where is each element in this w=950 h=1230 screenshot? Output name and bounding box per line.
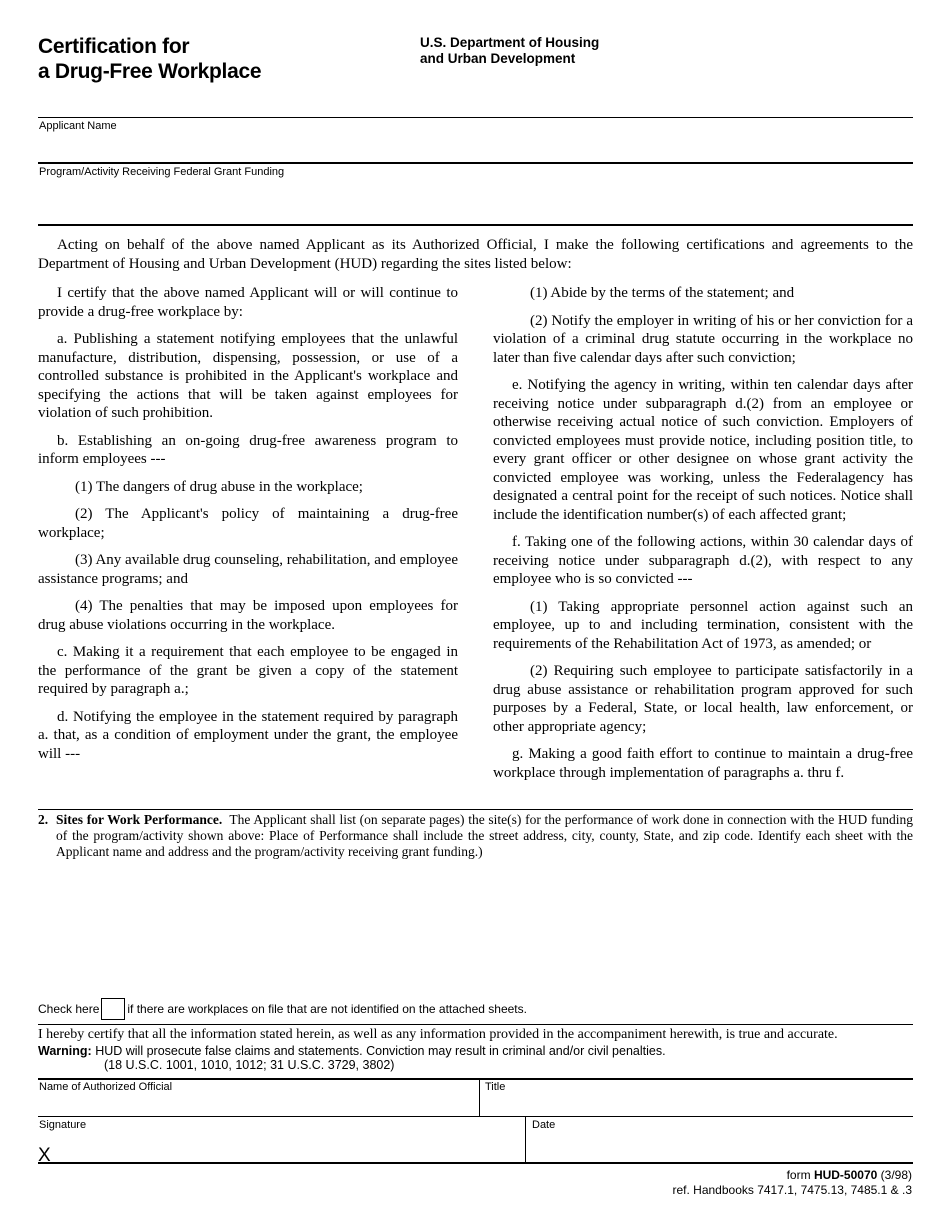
item-a: a. Publishing a statement notifying employees that the unlawful manufacture, distribution, dispensing, possession, or use of a controlled substance is prohibited in the Applicant's workplace and specifying the actions that will be taken against employees for violation of such prohibition. — [38, 331, 458, 421]
sites-text: The Applicant shall list (on separate pages) the site(s) for the performance of work done in connection with the HUD funding of the program/activity shown above: Place of Performance shall include the street address, city, county, State, and zip code. Identify each sheet with the Applicant name and address and the program/activity receiving grant funding.) — [56, 812, 913, 859]
item-g: g. Making a good faith effort to continue to maintain a drug-free workplace through implementation of paragraphs a. thru f. — [493, 746, 913, 781]
program-label: Program/Activity Receiving Federal Grant Funding — [39, 166, 285, 178]
certify-lead: I certify that the above named Applicant will or will continue to provide a drug-free workplace by: — [38, 285, 458, 320]
check-label-after: if there are workplaces on file that are not identified on the attached sheets. — [127, 1002, 527, 1016]
item-f2: (2) Requiring such employee to participate satisfactorily in a drug abuse assistance or rehabilitation program approved for such purposes by a Federal, State, or local health, law enforcement, or other appropriate agency; — [493, 663, 913, 735]
sites-number: 2. — [38, 812, 49, 827]
item-b1: (1) The dangers of drug abuse in the workplace; — [75, 478, 363, 495]
form-prefix: form — [786, 1168, 814, 1182]
official-name-label: Name of Authorized Official — [39, 1081, 173, 1093]
applicant-name-label: Applicant Name — [39, 120, 117, 132]
section-divider — [38, 224, 913, 226]
certify-rule — [38, 1024, 913, 1025]
agency-line2: and Urban Development — [420, 51, 576, 66]
signature-rule — [38, 1116, 913, 1117]
title-label: Title — [485, 1081, 506, 1093]
check-row — [38, 998, 527, 1020]
item-b: b. Establishing an on-going drug-free awareness program to inform employees --- — [38, 432, 458, 467]
title-field[interactable] — [485, 1096, 911, 1114]
item-f1: (1) Taking appropriate personnel action against such an employee, up to and including termination, consistent with the requirements of the Rehabilitation Act of 1973, as amended; or — [493, 598, 913, 652]
program-field[interactable] — [39, 184, 913, 220]
handbook-reference: ref. Handbooks 7417.1, 7475.13, 7485.1 & .3 — [672, 1183, 912, 1197]
applicant-name-rule — [38, 117, 913, 118]
item-b3: (3) Any available drug counseling, rehabilitation, and employee assistance programs; and — [38, 552, 458, 587]
item-d2: (2) Notify the employer in writing of his or her conviction for a violation of a criminal drug statute occurring in the workplace no later than five calendar days after such conviction; — [493, 312, 913, 366]
date-field[interactable] — [532, 1136, 912, 1160]
signature-label: Signature — [39, 1119, 87, 1131]
sites-rule — [38, 809, 913, 810]
item-d: d. Notifying the employee in the statement required by paragraph a. that, as a condition of employment under the grant, the employee will --- — [38, 708, 458, 762]
warning-line — [38, 1044, 666, 1058]
official-rule — [38, 1078, 913, 1080]
form-date: (3/98) — [877, 1168, 912, 1182]
bottom-rule — [38, 1162, 913, 1164]
check-label-before: Check here — [38, 1002, 100, 1016]
item-f: f. Taking one of the following actions, within 30 calendar days of receiving notice under subparagraph d.(2), with respect to any employee who is so convicted --- — [493, 534, 913, 587]
warning-text: HUD will prosecute false claims and statements. Conviction may result in criminal and/or civil penalties. — [95, 1044, 666, 1058]
left-column — [38, 284, 458, 772]
signature-x-mark: X — [38, 1145, 51, 1166]
applicant-name-field[interactable] — [39, 136, 913, 158]
sites-heading: Sites for Work Performance. — [56, 812, 223, 827]
form-number: HUD-50070 — [813, 1168, 878, 1182]
agency-line1: U.S. Department of Housing — [420, 35, 600, 50]
official-name-field[interactable] — [39, 1096, 475, 1114]
intro-paragraph: Acting on behalf of the above named Applicant as its Authorized Official, I make the following certifications and agreements to the Department of Housing and Urban Development (HUD) regarding the sites listed below: — [38, 237, 913, 272]
item-b2: (2) The Applicant's policy of maintaining a drug-free workplace; — [38, 506, 458, 541]
form-identifier — [672, 1168, 912, 1198]
warning-label: Warning: — [38, 1044, 92, 1058]
program-rule — [38, 162, 913, 164]
signature-date-divider — [525, 1117, 526, 1162]
right-column — [493, 284, 913, 791]
item-b4: (4) The penalties that may be imposed upon employees for drug abuse violations occurring in the workplace. — [38, 598, 458, 633]
item-c: c. Making it a requirement that each employee to be engaged in the performance of the grant be given a copy of the statement required by paragraph a.; — [38, 644, 458, 697]
form-title-line1: Certification for — [38, 35, 190, 58]
workplaces-checkbox[interactable] — [101, 998, 125, 1020]
certification-statement: I hereby certify that all the information stated herein, as well as any information provided in the accompaniment herewith, is true and accurate. — [38, 1027, 838, 1042]
agency-name — [420, 35, 599, 67]
form-title-line2: a Drug-Free Workplace — [38, 60, 262, 83]
date-label: Date — [532, 1119, 556, 1131]
item-e: e. Notifying the agency in writing, within ten calendar days after receiving notice under subparagraph d.(2) from an employee or otherwise receiving actual notice of such conviction. Employers of convicted employees must provide notice, including position title, to every grant officer or other designee on whose grant activity the convicted employee was working, unless the Federalagency has designated a central point for the receipt of such notices. Notice shall include the identification number(s) of each affected grant; — [493, 377, 913, 523]
form-title — [38, 34, 261, 84]
sites-section — [38, 812, 913, 860]
official-title-divider — [479, 1079, 480, 1116]
signature-field[interactable] — [60, 1136, 520, 1160]
item-d1: (1) Abide by the terms of the statement; and — [530, 285, 795, 301]
warning-citation: (18 U.S.C. 1001, 1010, 1012; 31 U.S.C. 3729, 3802) — [104, 1058, 395, 1072]
